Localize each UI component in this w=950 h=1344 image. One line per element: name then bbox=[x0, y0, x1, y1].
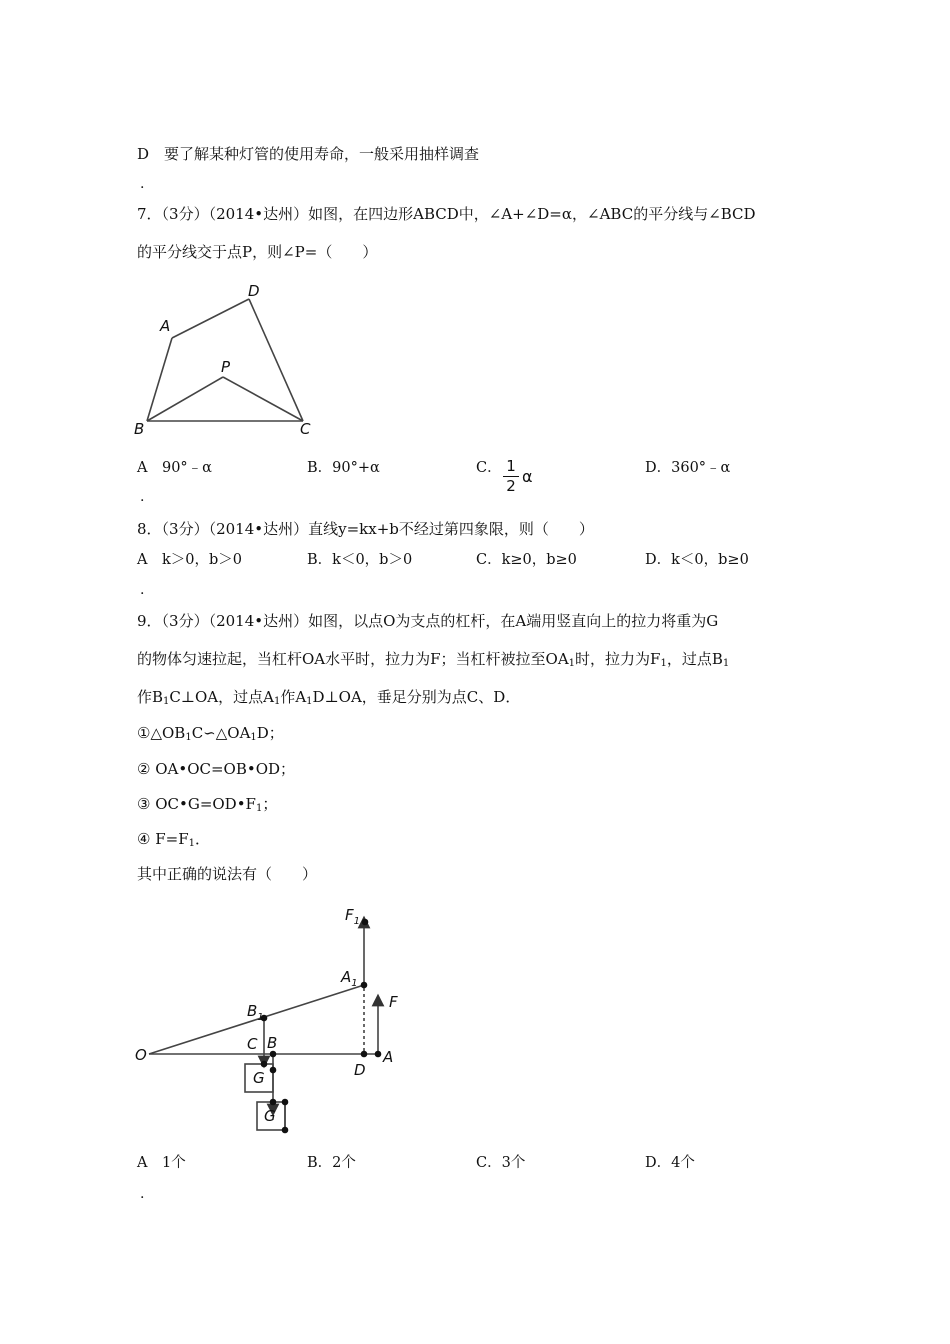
q7-option-c-prefix: C． bbox=[476, 460, 502, 476]
q9-stem-line3: 作$B_1C\perp OA$，过点$A_1$作$A_1D\perp OA$，垂足分别为点C、D． bbox=[137, 688, 521, 707]
q7-stem-line1: 7．（3分）（2014•达州）如图，在四边形ABCD中，∠A+∠D=α，∠ABC的平分线与∠BCD bbox=[137, 205, 756, 223]
q9-label-b1: $B_1$ bbox=[247, 1002, 264, 1023]
q7-stem-line2: 的平分线交于点P，则∠P=（ ） bbox=[137, 243, 378, 261]
q8-option-d: D．k＜0，b≥0 bbox=[645, 552, 749, 568]
q7-edge-dc bbox=[249, 299, 303, 421]
q9-point-box-br bbox=[282, 1127, 289, 1134]
q7-edge-ad bbox=[172, 299, 249, 338]
q8-option-b: B．k＜0，b＞0 bbox=[307, 552, 413, 568]
q9-statement-2: ② OA•OC=OB•OD； bbox=[137, 760, 296, 778]
q8-option-a: A k＞0，b＞0 bbox=[137, 552, 242, 568]
q7-option-c-fraction bbox=[503, 458, 519, 495]
q9-point-d bbox=[361, 1051, 368, 1058]
q9-option-b: B．2个 bbox=[307, 1155, 356, 1171]
q9-label-a1: $A_1$ bbox=[341, 968, 358, 989]
q9-option-c: C．3个 bbox=[476, 1155, 526, 1171]
q9-point-string-mid bbox=[270, 1067, 277, 1074]
q9-question: 其中正确的说法有（ ） bbox=[137, 865, 318, 883]
q7-fraction-numerator: 1 bbox=[506, 457, 516, 475]
q9-label-b: B bbox=[267, 1034, 278, 1052]
q9-point-box-tr bbox=[282, 1099, 289, 1106]
q7-option-b: B．90°+α bbox=[307, 460, 380, 476]
q6-option-d: D 要了解某种灯管的使用寿命，一般采用抽样调查 bbox=[137, 145, 480, 163]
q9-label-g-upper: G bbox=[253, 1069, 265, 1087]
q9-statement-4: ④ $F=F_1$． bbox=[137, 830, 210, 849]
q9-stem-line2: 的物体匀速拉起，当杠杆OA水平时，拉力为F；当杠杆被拉至$OA_1$时，拉力为$F_1$，过点$B_1$ bbox=[137, 650, 730, 669]
q8-stem: 8．（3分）（2014•达州）直线y=kx+b不经过第四象限，则（ ） bbox=[137, 520, 594, 538]
q9-label-f: F bbox=[389, 993, 398, 1011]
q9-label-d: D bbox=[354, 1061, 366, 1079]
q9-option-dot: . bbox=[140, 1186, 145, 1202]
q7-edge-pc bbox=[223, 377, 303, 421]
q7-option-c-alpha: α bbox=[522, 467, 533, 486]
q9-label-c: C bbox=[247, 1035, 258, 1053]
q9-label-g-lower: G bbox=[264, 1107, 276, 1125]
q9-label-f1: $F_1$ bbox=[345, 906, 361, 927]
q7-label-c: C bbox=[300, 420, 311, 438]
q7-label-b: B bbox=[134, 420, 145, 438]
q9-lever-figure bbox=[125, 900, 425, 1140]
q8-option-dot: . bbox=[140, 582, 145, 598]
q7-label-p: P bbox=[221, 358, 231, 376]
q9-point-f1-top bbox=[362, 919, 369, 926]
q8-option-c: C．k≥0，b≥0 bbox=[476, 552, 577, 568]
q7-option-dot: . bbox=[140, 489, 145, 505]
q9-label-a: A bbox=[383, 1048, 394, 1066]
q7-quadrilateral-figure bbox=[125, 275, 325, 445]
q9-stem-line1: 9．（3分）（2014•达州）如图，以点O为支点的杠杆，在A端用竖直向上的拉力将重为G bbox=[137, 612, 719, 630]
q9-statement-3: ③ $OC•G=OD•F_1$； bbox=[137, 795, 278, 814]
q9-option-d: D．4个 bbox=[645, 1155, 695, 1171]
q9-point-a bbox=[375, 1051, 382, 1058]
q6-option-dot: . bbox=[140, 176, 145, 192]
q9-label-o: O bbox=[135, 1046, 147, 1064]
q7-fraction-denominator: 2 bbox=[506, 477, 516, 495]
q9-point-a1 bbox=[361, 982, 368, 989]
q9-point-string-low bbox=[270, 1099, 277, 1106]
q7-option-d: D．360°﹣α bbox=[645, 460, 731, 476]
q7-label-a: A bbox=[160, 317, 171, 335]
q9-point-c bbox=[261, 1061, 268, 1068]
q9-statement-1: $①\triangle OB_1C∽\triangle OA_1D$； bbox=[137, 724, 284, 743]
q7-label-d: D bbox=[248, 282, 260, 300]
q7-option-a: A 90°﹣α bbox=[137, 460, 212, 476]
q9-option-a: A 1个 bbox=[137, 1155, 186, 1171]
